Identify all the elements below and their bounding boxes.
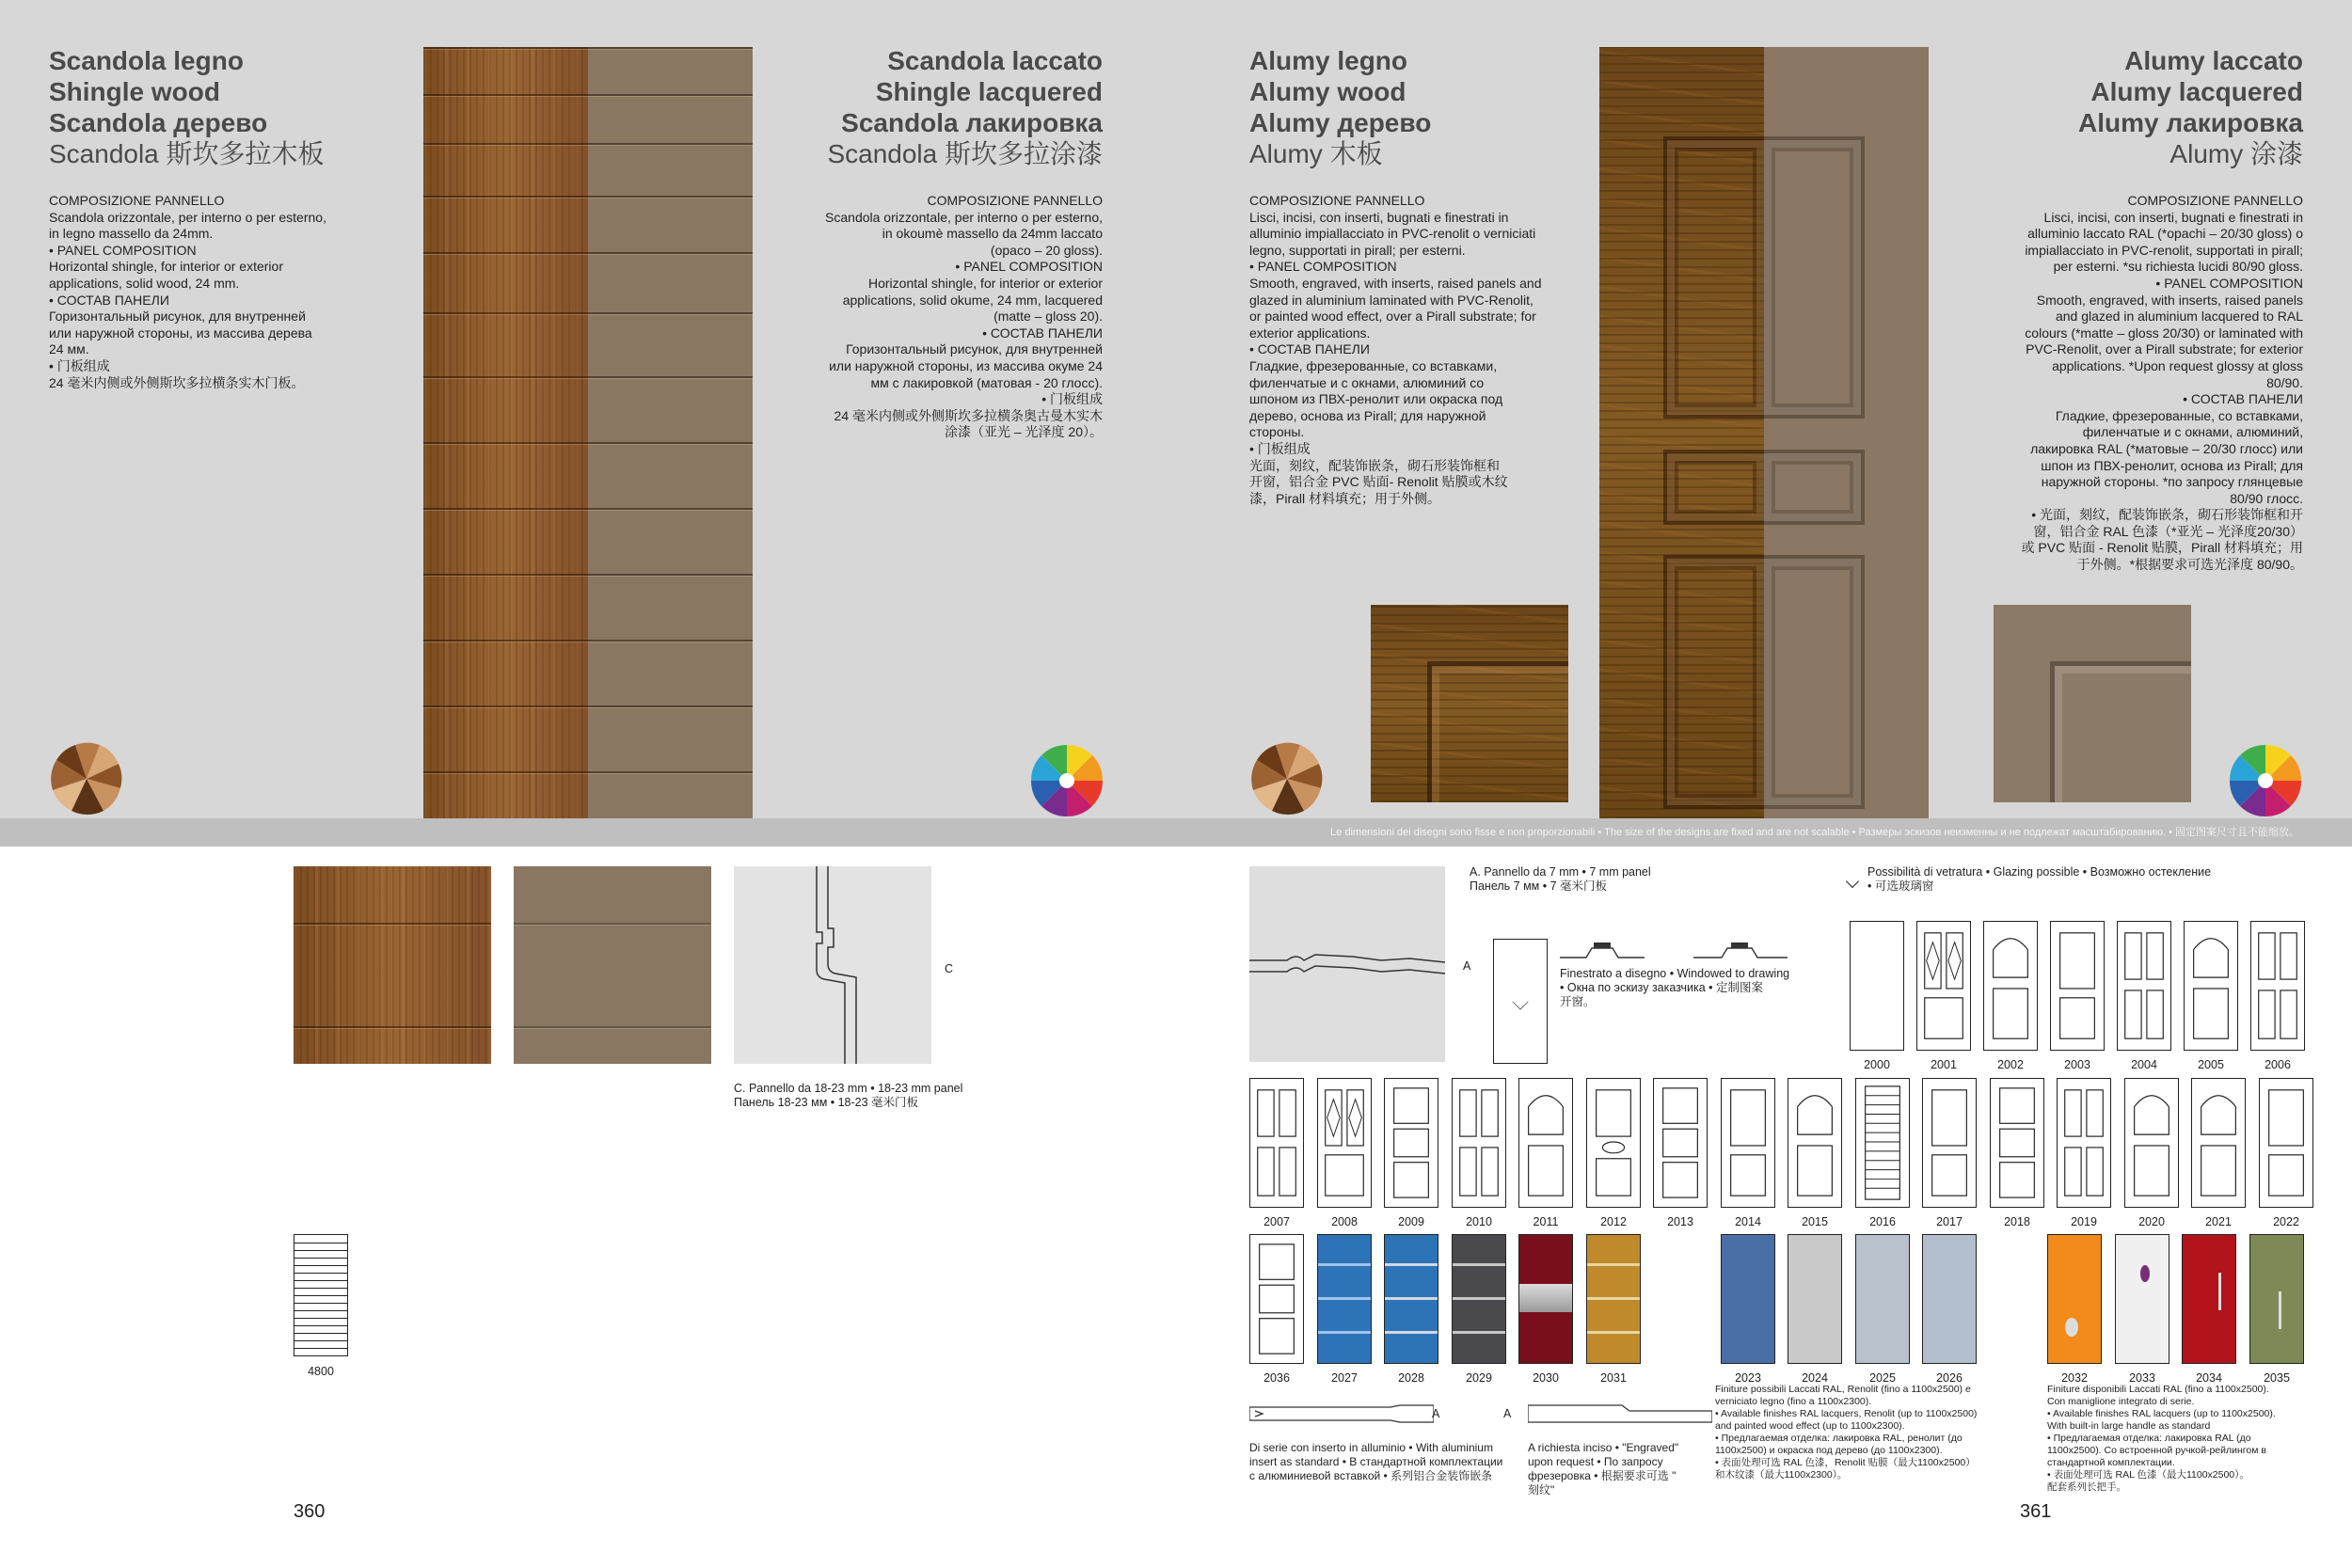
thumb-slat-line	[294, 1273, 347, 1274]
door-model-thumbnail	[2191, 1078, 2246, 1208]
scandola-lacquered-description: COMPOSIZIONE PANNELLO Scandola orizzontale, per interno o per esterno, in okoumè massello da 24mm laccato (opaco – 20 gloss). • PANEL COMPOSITION Horizontal shingle, for interior or exterior applications, solid okume, 24 mm, lacquered (matte – gloss 20). • СОСТАВ ПАНЕЛИ Горизонтальный рисунок, для внутренней или наружной стороны, из массива окуме 24 мм с лакировкой (матовая - 20 глосс). • 门板组成 24 毫米内侧或外侧斯坎多拉横条奥古曼木实木 涂漆（亚光 – 光泽度 20）。	[825, 193, 1103, 440]
door-model-code: 2029	[1466, 1371, 1492, 1385]
door-middle-panel	[1663, 450, 1764, 525]
door-model-code: 2025	[1869, 1371, 1896, 1385]
door-model-thumbnail	[2184, 921, 2238, 1051]
scandola-wood-title	[49, 45, 406, 169]
door-model-code: 2019	[2071, 1215, 2097, 1228]
door-model-thumbnail	[2249, 1234, 2304, 1364]
panel-a-caption: A. Pannello da 7 mm • 7 mm panel Панель 7 мм • 7 毫米门板	[1470, 865, 1651, 893]
door-model-thumbnail	[1586, 1078, 1641, 1208]
door-model-thumbnail	[1922, 1078, 1977, 1208]
door-model-thumbnail	[1990, 1078, 2044, 1208]
door-model-code: 2032	[2061, 1371, 2088, 1385]
door-middle-panel-lacq	[1764, 450, 1865, 525]
title-line: Alumy лакировка	[2078, 108, 2303, 137]
door-model-thumbnail	[1586, 1234, 1641, 1364]
title-line: Scandola legno	[49, 46, 244, 75]
thumb-slat-line	[294, 1295, 347, 1296]
door-model-code: 2022	[2273, 1215, 2299, 1228]
door-model-thumbnail	[1249, 1078, 1304, 1208]
door-model-code: 2006	[2265, 1058, 2291, 1071]
door-model-thumbnail	[1249, 1234, 1304, 1364]
thumb-slat-line	[294, 1340, 347, 1341]
door-model-code: 2027	[1331, 1371, 1358, 1385]
thumb-slat-line	[294, 1325, 347, 1326]
door-model-code: 2024	[1802, 1371, 1828, 1385]
door-model-code: 2016	[1869, 1215, 1896, 1228]
ral-color-wheel-icon	[2228, 743, 2303, 818]
aluminium-insert-section-icon	[1249, 1402, 1434, 1426]
title-line: Alumy wood	[1249, 77, 1406, 106]
title-line: Scandola 斯坎多拉木板	[49, 139, 325, 168]
door-model-code: 2000	[1864, 1058, 1890, 1071]
door-model-thumbnail	[1983, 921, 2038, 1051]
door-model-code: 2003	[2064, 1058, 2090, 1071]
door-model-code: 2020	[2138, 1215, 2165, 1228]
wood-finish-swatch-icon	[1248, 739, 1327, 818]
door-slat-line	[423, 574, 753, 577]
door-model-code: 2034	[2196, 1371, 2222, 1385]
chevron-down-icon	[1513, 994, 1529, 1010]
door-lower-panel	[1663, 555, 1764, 809]
door-slat-line	[423, 376, 753, 379]
door-model-code: 2007	[1263, 1215, 1290, 1228]
door-model-thumbnail	[1721, 1078, 1775, 1208]
bottom-a-label-2: A	[1503, 1407, 1512, 1420]
door-model-thumbnail	[1855, 1078, 1910, 1208]
ral-color-wheel-icon	[1029, 743, 1104, 818]
engraved-section-icon	[1528, 1402, 1712, 1426]
door-model-thumbnail	[2057, 1078, 2111, 1208]
thumb-slat-line	[294, 1310, 347, 1311]
door-model-thumbnail	[2117, 921, 2171, 1051]
title-line: Scandola 斯坎多拉涂漆	[827, 139, 1103, 168]
door-model-thumbnail	[1518, 1078, 1573, 1208]
window-frame-section-icon	[1693, 939, 1788, 961]
door-model-thumbnail	[1384, 1078, 1438, 1208]
title-line: Alumy legno	[1249, 46, 1408, 75]
model-code: 4800	[308, 1365, 334, 1378]
door-model-code: 2011	[1533, 1215, 1559, 1228]
lacquer-detail-swatch	[1994, 605, 2191, 802]
panel-a-door-outline	[1493, 939, 1548, 1064]
door-model-thumbnail	[1788, 1078, 1842, 1208]
panel-a-section-svg	[1249, 866, 1445, 1062]
door-model-thumbnail	[2115, 1234, 2169, 1364]
door-model-thumbnail	[1721, 1234, 1775, 1364]
door-model-code: 2004	[2131, 1058, 2157, 1071]
swatch-groove	[514, 1026, 711, 1029]
glazing-caption: Possibilità di vetratura • Glazing possible • Возможно остекление • 可选玻璃窗	[1867, 865, 2212, 893]
profile-caption: C. Pannello da 18-23 mm • 18-23 mm panel Панель 18-23 мм • 18-23 毫米门板	[734, 1082, 963, 1109]
door-model-thumbnail	[1855, 1234, 1910, 1364]
door-model-code: 2036	[1263, 1371, 1290, 1385]
alumy-lacquered-title	[1938, 45, 2303, 169]
door-model-code: 2002	[1997, 1058, 2024, 1071]
door-model-code: 2030	[1533, 1371, 1559, 1385]
door-model-code: 2033	[2129, 1371, 2155, 1385]
window-caption: Finestrato a disegno • Windowed to drawing • Окна по эскизу заказчика • 定制图案 开窗。	[1560, 967, 1790, 1008]
door-model-code: 2031	[1600, 1371, 1627, 1385]
door-slat-line	[423, 771, 753, 774]
title-line: Alumy дерево	[1249, 108, 1432, 137]
disclaimer-text: Le dimensioni dei disegni sono fisse e non proporzionabili • The size of the designs are fixed and are not scalable • Размеры эскизов неизменны и не подлежат масштабированию. • 固定图案尺寸且不能缩放。	[1330, 827, 2299, 838]
shingle-slats	[423, 47, 753, 818]
panel-profile-drawing	[734, 866, 931, 1064]
thumb-slat-line	[294, 1333, 347, 1334]
door-model-thumbnail	[1922, 1234, 1977, 1364]
door-lower-panel-lacq	[1764, 555, 1865, 809]
door-model-thumbnail	[1916, 921, 1971, 1051]
door-model-code: 2010	[1466, 1215, 1492, 1228]
thumb-slat-line	[294, 1258, 347, 1259]
aluminium-insert-caption: Di serie con inserto in alluminio • With aluminium insert as standard • В стандартной комплектации с алюминиевой вставкой • 系列铝合金装饰嵌条	[1249, 1441, 1503, 1482]
alumy-wood-description: COMPOSIZIONE PANNELLO Lisci, incisi, con inserti, bugnati e finestrati in alluminio impiallacciato in PVC-renolit o verniciati legno, supportati in pirall; per esterni. • PANEL COMPOSITION Smooth, engraved, with inserts, raised panels and glazed in aluminium laminated with PVC-Renolit, or painted wood effect, over a Pirall substrate; for exterior applications. • СОСТАВ ПАНЕЛИ Гладкие, фрезерованные, со вставками, филенчатые и с окнами, алюминий со шпоном из ПВХ-ренолит или окраска под дерево, основа из Pirall; для наружной стороны. • 门板组成 光面，刻纹，配装饰嵌条，砌石形装饰框和 开窗，铝合金 PVC 贴面- Renolit 贴膜或木纹 漆，Pirall 材料填充；用于外侧。	[1249, 193, 1542, 506]
door-model-code: 2012	[1600, 1215, 1627, 1228]
door-slat-line	[423, 143, 753, 146]
door-upper-panel	[1663, 136, 1764, 419]
door-model-thumbnail	[1788, 1234, 1842, 1364]
detail-frame	[2050, 661, 2191, 802]
door-model-code: 2015	[1802, 1215, 1828, 1228]
door-model-thumbnail	[1850, 921, 1904, 1051]
door-model-code: 2028	[1398, 1371, 1424, 1385]
door-model-code: 2014	[1735, 1215, 1761, 1228]
door-model-thumbnail	[1317, 1234, 1372, 1364]
model-4800-thumbnail	[294, 1234, 348, 1356]
title-line: Scandola laccato	[887, 46, 1103, 75]
panel-a-label: A	[1463, 959, 1471, 973]
door-slat-line	[423, 196, 753, 198]
door-model-code: 2013	[1667, 1215, 1693, 1228]
door-slat-line	[423, 442, 753, 445]
alumy-wood-title	[1249, 45, 1588, 169]
page-number-right: 361	[2020, 1501, 2052, 1522]
door-slat-line	[423, 508, 753, 511]
door-model-thumbnail	[1452, 1078, 1506, 1208]
door-slat-line	[423, 252, 753, 255]
thumb-slat-line	[294, 1288, 347, 1289]
title-line: Scandola дерево	[49, 108, 268, 137]
door-model-thumbnail	[1653, 1078, 1708, 1208]
door-model-thumbnail	[2182, 1234, 2236, 1364]
swatch-groove	[514, 923, 711, 926]
profile-label: C	[945, 962, 954, 975]
page-number-left: 360	[294, 1501, 326, 1522]
model-4800-slats	[294, 1235, 347, 1355]
engraved-caption: A richiesta inciso • "Engraved" upon request • По запросу фрезеровка • 根据要求可选 " 刻纹"	[1528, 1441, 1679, 1497]
door-model-thumbnail	[2259, 1078, 2313, 1208]
door-model-code: 2026	[1936, 1371, 1963, 1385]
door-model-thumbnail	[1518, 1234, 1573, 1364]
door-model-code: 2023	[1735, 1371, 1761, 1385]
door-upper-panel-lacq	[1764, 136, 1865, 419]
door-model-thumbnail	[1384, 1234, 1438, 1364]
panel-a-section-drawing	[1249, 866, 1445, 1062]
thumb-slat-line	[294, 1265, 347, 1266]
swatch-groove	[294, 1026, 491, 1029]
window-frame-section-icon	[1560, 939, 1645, 961]
ral-finishes-caption: Finiture possibili Laccati RAL, Renolit (fino a 1100x2500) e verniciato legno (fino a 1100x2300). • Available finishes RAL lacquers, Renolit (up to 1100x2500) and painted wood effect (up to 1100x2300). • Предлагаемая отделка: лакировка RAL, ренолит (до 1100x2500) и окраска под дерево (до 1100x2300). • 表面处理可选 RAL 色漆，Renolit 贴膜（最大1100x2500） 和木纹漆（最大1100x2300）。	[1715, 1384, 1978, 1481]
detail-frame	[1427, 661, 1568, 802]
title-line: Shingle lacquered	[875, 77, 1103, 106]
profile-section-svg	[734, 866, 931, 1064]
door-model-code: 2001	[1931, 1058, 1957, 1071]
door-slat-line	[423, 94, 753, 97]
door-slat-line	[423, 312, 753, 315]
door-model-thumbnail	[2250, 921, 2305, 1051]
handle-finishes-caption: Finiture disponibili Laccati RAL (fino a 1100x2500). Con maniglione integrato di serie. • Available finishes RAL lacquers (up to 1100x2500). With built-in large handle as standard • Предлагаемая отделка: лакировка RAL (до 1100x2500). Со встроенной ручкой-рейлингом в стандартной комплектации. • 表面处理可选 RAL 色漆（最大1100x2500）。 配套系列长把手。	[2047, 1384, 2276, 1493]
door-model-code: 2009	[1398, 1215, 1424, 1228]
thumb-slat-line	[294, 1280, 347, 1281]
door-model-code: 2018	[2004, 1215, 2030, 1228]
door-slat-line	[423, 640, 753, 642]
title-line: Alumy lacquered	[2090, 77, 2303, 106]
thumb-slat-line	[294, 1348, 347, 1349]
door-model-thumbnail	[2050, 921, 2105, 1051]
door-model-thumbnail	[1452, 1234, 1506, 1364]
shingle-wood-swatch	[294, 866, 491, 1064]
alumy-lacquered-description: COMPOSIZIONE PANNELLO Lisci, incisi, con inserti, bugnati e finestrati in alluminio laccato RAL (*opachi – 20/30 gloss) o impiallacciato in PVC-renolit, supportati in pirall; per esterni. *su richiesta lucidi 80/90 gloss. • PANEL COMPOSITION Smooth, engraved, with inserts, raised panels and glazed in aluminium lacquered to RAL colours (*matte – gloss 20/30) or laminated with PVC-Renolit, over a Pirall substrate; for exterior applications. *Upon request glossy at gloss 80/90. • СОСТАВ ПАНЕЛИ Гладкие, фрезерованные, со вставками, филенчатые и с окнами, алюминий, лакировка RAL (*матовые – 20/30 глосс) или шпон из ПВХ-ренолит, основа из Pirall; для наружной стороны. *по запросу глянцевые 80/90 глосс. • 光面，刻纹，配装饰嵌条，砌石形装饰框和开 窗，铝合金 RAL 色漆（*亚光 – 光泽度20/30） 或 PVC 贴面 - Renolit 贴膜，Pirall 材料填充；用 于外侧。*根据要求可选光泽度 80/90。	[2021, 193, 2303, 573]
scandola-wood-description: COMPOSIZIONE PANNELLO Scandola orizzontale, per interno o per esterno, in legno massello da 24mm. • PANEL COMPOSITION Horizontal shingle, for interior or exterior applications, solid wood, 24 mm. • СОСТАВ ПАНЕЛИ Горизонтальный рисунок, для внутренней или наружной стороны, из массива дерева 24 мм. • 门板组成 24 毫米内侧或外侧斯坎多拉横条实木门板。	[49, 193, 326, 390]
door-model-thumbnail	[1317, 1078, 1372, 1208]
thumb-slat-line	[294, 1250, 347, 1251]
door-model-thumbnail	[2047, 1234, 2102, 1364]
wood-detail-swatch	[1371, 605, 1568, 802]
bottom-a-label-1: A	[1432, 1407, 1440, 1420]
door-model-code: 2035	[2264, 1371, 2290, 1385]
door-model-code: 2005	[2198, 1058, 2224, 1071]
swatch-groove	[294, 923, 491, 926]
thumb-slat-line	[294, 1303, 347, 1304]
door-model-thumbnail	[2124, 1078, 2179, 1208]
scandola-lacquered-title	[753, 45, 1103, 169]
door-slat-line	[423, 705, 753, 708]
alumy-door-image	[1599, 47, 1929, 818]
door-model-code: 2008	[1331, 1215, 1358, 1228]
shingle-lacquered-swatch	[514, 866, 711, 1064]
title-line: Scandola лакировка	[841, 108, 1103, 137]
door-slat-line	[423, 47, 753, 50]
door-model-code: 2017	[1936, 1215, 1963, 1228]
title-line: Alumy 木板	[1249, 139, 1383, 168]
title-line: Alumy laccato	[2124, 46, 2303, 75]
door-model-code: 2021	[2205, 1215, 2232, 1228]
shingle-door-image	[423, 47, 753, 818]
thumb-slat-line	[294, 1318, 347, 1319]
title-line: Shingle wood	[49, 77, 220, 106]
title-line: Alumy 涂漆	[2169, 139, 2303, 168]
glazing-chevron-down-icon	[1846, 875, 1859, 888]
wood-finish-swatch-icon	[47, 739, 126, 818]
